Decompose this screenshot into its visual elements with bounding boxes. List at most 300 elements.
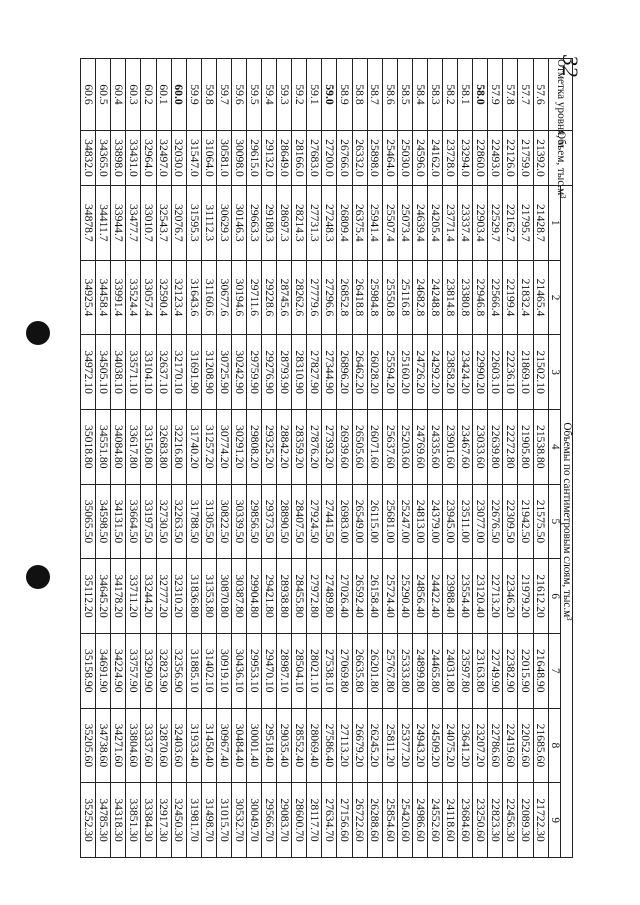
header-row-top xyxy=(560,59,572,858)
layer-cell: 25767.80 xyxy=(382,633,397,708)
layer-cell: 22713.20 xyxy=(488,559,503,634)
layer-cell: 33664.50 xyxy=(126,484,141,559)
layer-cell: 24205.4 xyxy=(427,186,442,261)
layer-cell: 31015.70 xyxy=(216,783,231,858)
layer-cell: 28021.10 xyxy=(307,633,322,708)
layer-cell: 22236.10 xyxy=(503,335,518,410)
layer-cell: 28214.3 xyxy=(292,186,307,261)
table-body xyxy=(81,59,549,858)
layer-cell: 21428.7 xyxy=(533,186,548,261)
layer-cell: 25811.20 xyxy=(382,708,397,783)
level-cell: 58.1 xyxy=(458,59,473,131)
layer-cell: 30291.20 xyxy=(231,409,246,484)
layer-cell: 23945.00 xyxy=(443,484,458,559)
layer-cell: 25724.40 xyxy=(382,559,397,634)
layer-cell: 33057.4 xyxy=(141,260,156,335)
layer-cell: 25507.4 xyxy=(382,186,397,261)
layer-cell: 34972.10 xyxy=(81,335,96,410)
layer-cell: 26245.20 xyxy=(367,708,382,783)
header-col-7: 7 xyxy=(548,633,560,708)
layer-cell: 25984.8 xyxy=(367,260,382,335)
layer-cell: 29373.50 xyxy=(262,484,277,559)
layer-cell: 26896.20 xyxy=(337,335,352,410)
table-row xyxy=(277,59,292,858)
layer-cell: 27296.6 xyxy=(322,260,337,335)
layer-cell: 22052.60 xyxy=(518,708,533,783)
layer-cell: 23597.80 xyxy=(458,633,473,708)
layer-cell: 34038.10 xyxy=(111,335,126,410)
layer-cell: 22639.80 xyxy=(488,409,503,484)
layer-cell: 25941.4 xyxy=(367,186,382,261)
table-row xyxy=(156,59,171,858)
layer-cell: 33851.30 xyxy=(126,783,141,858)
layer-cell: 24986.60 xyxy=(412,783,427,858)
layer-cell: 30967.40 xyxy=(216,708,231,783)
layer-cell: 23163.80 xyxy=(473,633,488,708)
layer-cell: 30870.80 xyxy=(216,559,231,634)
layer-cell: 31160.6 xyxy=(201,260,216,335)
table-row xyxy=(307,59,322,858)
layer-cell: 29228.6 xyxy=(262,260,277,335)
volume-cell: 25898.0 xyxy=(367,131,382,186)
layer-cell: 31305.50 xyxy=(201,484,216,559)
layer-cell: 34878.7 xyxy=(81,186,96,261)
layer-cell: 23337.4 xyxy=(458,186,473,261)
table-row xyxy=(427,59,442,858)
volume-cell: 32964.0 xyxy=(141,131,156,186)
punch-hole xyxy=(26,321,50,345)
layer-cell: 31353.80 xyxy=(201,559,216,634)
volume-cell: 32030.0 xyxy=(171,131,186,186)
layer-cell: 29953.10 xyxy=(247,633,262,708)
layer-cell: 21538.80 xyxy=(533,409,548,484)
layer-cell: 22749.90 xyxy=(488,633,503,708)
layer-cell: 29566.70 xyxy=(262,783,277,858)
layer-cell: 33010.7 xyxy=(141,186,156,261)
layer-cell: 22786.60 xyxy=(488,708,503,783)
header-col-9: 9 xyxy=(548,783,560,858)
layer-cell: 24509.20 xyxy=(427,708,442,783)
layer-cell: 21979.20 xyxy=(518,559,533,634)
layer-cell: 25681.00 xyxy=(382,484,397,559)
level-cell: 58.0 xyxy=(473,59,488,131)
layer-cell: 26505.60 xyxy=(352,409,367,484)
layer-cell: 29180.3 xyxy=(262,186,277,261)
layer-cell: 25160.20 xyxy=(397,335,412,410)
table-row xyxy=(81,59,96,858)
level-cell: 58.2 xyxy=(443,59,458,131)
layer-cell: 32263.50 xyxy=(171,484,186,559)
layer-cell: 34645.20 xyxy=(96,559,111,634)
volume-cell: 22860.0 xyxy=(473,131,488,186)
level-cell: 57.7 xyxy=(518,59,533,131)
table-row xyxy=(247,59,262,858)
table-row xyxy=(352,59,367,858)
layer-cell: 24552.60 xyxy=(427,783,442,858)
volume-cell: 23728.0 xyxy=(443,131,458,186)
volume-cell: 31064.0 xyxy=(201,131,216,186)
layer-cell: 32637.10 xyxy=(156,335,171,410)
layer-cell: 26462.20 xyxy=(352,335,367,410)
volume-cell: 25464.0 xyxy=(382,131,397,186)
table-row xyxy=(443,59,458,858)
layer-cell: 28890.50 xyxy=(277,484,292,559)
table-row xyxy=(201,59,216,858)
layer-cell: 22903.4 xyxy=(473,186,488,261)
layer-cell: 24813.00 xyxy=(412,484,427,559)
layer-cell: 26722.60 xyxy=(352,783,367,858)
layer-cell: 30822.50 xyxy=(216,484,231,559)
layer-cell: 26983.00 xyxy=(337,484,352,559)
layer-cell: 31402.10 xyxy=(201,633,216,708)
layer-cell: 27156.60 xyxy=(337,783,352,858)
volume-cell: 26332.0 xyxy=(352,131,367,186)
volume-cell: 28166.0 xyxy=(292,131,307,186)
table-row xyxy=(126,59,141,858)
level-cell: 60.0 xyxy=(171,59,186,131)
level-cell: 58.6 xyxy=(382,59,397,131)
layer-cell: 32683.80 xyxy=(156,409,171,484)
table-row xyxy=(322,59,337,858)
layer-cell: 32403.60 xyxy=(171,708,186,783)
layer-cell: 28745.6 xyxy=(277,260,292,335)
table-row xyxy=(518,59,533,858)
layer-cell: 34271.60 xyxy=(111,708,126,783)
layer-cell: 32310.20 xyxy=(171,559,186,634)
layer-cell: 22823.30 xyxy=(488,783,503,858)
layer-cell: 22566.4 xyxy=(488,260,503,335)
table-row xyxy=(367,59,382,858)
layer-cell: 31498.70 xyxy=(201,783,216,858)
layer-cell: 33617.80 xyxy=(126,409,141,484)
layer-cell: 23641.20 xyxy=(458,708,473,783)
header-col-1: 1 xyxy=(548,186,560,261)
layer-cell: 33384.30 xyxy=(141,783,156,858)
table-row xyxy=(216,59,231,858)
layer-cell: 22309.50 xyxy=(503,484,518,559)
layer-cell: 30919.10 xyxy=(216,633,231,708)
layer-cell: 26158.40 xyxy=(367,559,382,634)
layer-cell: 31788.50 xyxy=(186,484,201,559)
level-cell: 60.2 xyxy=(141,59,156,131)
layer-cell: 34925.4 xyxy=(81,260,96,335)
layer-cell: 27972.80 xyxy=(307,559,322,634)
layer-cell: 32590.4 xyxy=(156,260,171,335)
layer-cell: 21685.60 xyxy=(533,708,548,783)
level-cell: 58.3 xyxy=(427,59,442,131)
layer-cell: 35018.80 xyxy=(81,409,96,484)
layer-cell: 29276.90 xyxy=(262,335,277,410)
level-cell: 58.7 xyxy=(367,59,382,131)
layer-cell: 27731.3 xyxy=(307,186,322,261)
layer-cell: 33104.10 xyxy=(141,335,156,410)
level-cell: 57.8 xyxy=(503,59,518,131)
table-row xyxy=(488,59,503,858)
rotated-table-container xyxy=(80,58,573,858)
level-cell: 59.2 xyxy=(292,59,307,131)
layer-cell: 25333.80 xyxy=(397,633,412,708)
layer-cell: 23380.8 xyxy=(458,260,473,335)
level-cell: 59.3 xyxy=(277,59,292,131)
layer-cell: 35252.30 xyxy=(81,783,96,858)
layer-cell: 25594.20 xyxy=(382,335,397,410)
volume-cell: 34832.0 xyxy=(81,131,96,186)
table-row xyxy=(473,59,488,858)
level-cell: 58.8 xyxy=(352,59,367,131)
volume-cell: 29615.0 xyxy=(247,131,262,186)
layer-cell: 33757.90 xyxy=(126,633,141,708)
volume-cell: 31547.0 xyxy=(186,131,201,186)
volume-cell: 22493.0 xyxy=(488,131,503,186)
table-row xyxy=(171,59,186,858)
layer-cell: 33244.20 xyxy=(141,559,156,634)
layer-cell: 27248.3 xyxy=(322,186,337,261)
level-cell: 58.4 xyxy=(412,59,427,131)
layer-cell: 24379.00 xyxy=(427,484,442,559)
layer-cell: 22946.8 xyxy=(473,260,488,335)
layer-cell: 24422.40 xyxy=(427,559,442,634)
layer-cell: 22419.60 xyxy=(503,708,518,783)
layer-cell: 27779.6 xyxy=(307,260,322,335)
layer-cell: 22199.4 xyxy=(503,260,518,335)
layer-cell: 34785.30 xyxy=(96,783,111,858)
layer-cell: 28938.80 xyxy=(277,559,292,634)
volume-cell: 34365.0 xyxy=(96,131,111,186)
table-row xyxy=(141,59,156,858)
layer-cell: 30001.40 xyxy=(247,708,262,783)
layer-cell: 31885.10 xyxy=(186,633,201,708)
layer-cell: 28987.10 xyxy=(277,633,292,708)
layer-cell: 30774.20 xyxy=(216,409,231,484)
layer-cell: 21612.20 xyxy=(533,559,548,634)
layer-cell: 24248.8 xyxy=(427,260,442,335)
level-cell: 59.5 xyxy=(247,59,262,131)
layer-cell: 32356.90 xyxy=(171,633,186,708)
layer-cell: 28552.40 xyxy=(292,708,307,783)
header-col-2: 2 xyxy=(548,260,560,335)
layer-cell: 32216.80 xyxy=(171,409,186,484)
layer-cell: 27924.50 xyxy=(307,484,322,559)
layer-cell: 24639.4 xyxy=(412,186,427,261)
layer-cell: 27026.40 xyxy=(337,559,352,634)
level-cell: 58.5 xyxy=(397,59,412,131)
layer-cell: 23814.8 xyxy=(443,260,458,335)
volume-table xyxy=(80,58,573,858)
layer-cell: 22089.30 xyxy=(518,783,533,858)
layer-cell: 26288.60 xyxy=(367,783,382,858)
layer-cell: 27489.80 xyxy=(322,559,337,634)
volume-cell: 23294.0 xyxy=(458,131,473,186)
level-cell: 60.4 xyxy=(111,59,126,131)
layer-cell: 22382.90 xyxy=(503,633,518,708)
layer-cell: 31257.20 xyxy=(201,409,216,484)
layer-cell: 21465.4 xyxy=(533,260,548,335)
layer-cell: 25290.40 xyxy=(397,559,412,634)
volume-cell: 30098.0 xyxy=(231,131,246,186)
layer-cell: 33524.4 xyxy=(126,260,141,335)
level-cell: 59.0 xyxy=(322,59,337,131)
layer-cell: 23120.40 xyxy=(473,559,488,634)
layer-cell: 34458.4 xyxy=(96,260,111,335)
layer-cell: 29518.40 xyxy=(262,708,277,783)
layer-cell: 34224.90 xyxy=(111,633,126,708)
layer-cell: 33571.10 xyxy=(126,335,141,410)
layer-cell: 21832.4 xyxy=(518,260,533,335)
layer-cell: 31981.70 xyxy=(186,783,201,858)
layer-cell: 30677.6 xyxy=(216,260,231,335)
layer-cell: 21648.90 xyxy=(533,633,548,708)
level-cell: 59.1 xyxy=(307,59,322,131)
layer-cell: 28069.40 xyxy=(307,708,322,783)
layer-cell: 28504.10 xyxy=(292,633,307,708)
layer-cell: 33711.20 xyxy=(126,559,141,634)
layer-cell: 22676.50 xyxy=(488,484,503,559)
layer-cell: 31643.6 xyxy=(186,260,201,335)
layer-cell: 30532.70 xyxy=(231,783,246,858)
layer-cell: 29711.6 xyxy=(247,260,262,335)
layer-cell: 30339.50 xyxy=(231,484,246,559)
layer-cell: 26679.20 xyxy=(352,708,367,783)
volume-cell: 22126.0 xyxy=(503,131,518,186)
layer-cell: 24943.20 xyxy=(412,708,427,783)
layer-cell: 21795.7 xyxy=(518,186,533,261)
table-row xyxy=(337,59,352,858)
table-row xyxy=(503,59,518,858)
table-row xyxy=(231,59,246,858)
layer-cell: 28455.80 xyxy=(292,559,307,634)
table-row xyxy=(397,59,412,858)
layer-cell: 31112.3 xyxy=(201,186,216,261)
layer-cell: 25247.00 xyxy=(397,484,412,559)
layer-cell: 23988.40 xyxy=(443,559,458,634)
layer-cell: 32543.7 xyxy=(156,186,171,261)
layer-cell: 25854.60 xyxy=(382,783,397,858)
layer-cell: 26028.20 xyxy=(367,335,382,410)
layer-cell: 26071.60 xyxy=(367,409,382,484)
layer-cell: 34738.60 xyxy=(96,708,111,783)
layer-cell: 26115.00 xyxy=(367,484,382,559)
layer-cell: 22456.30 xyxy=(503,783,518,858)
layer-cell: 23077.00 xyxy=(473,484,488,559)
volume-cell: 28649.0 xyxy=(277,131,292,186)
layer-cell: 24769.60 xyxy=(412,409,427,484)
layer-cell: 28310.90 xyxy=(292,335,307,410)
layer-cell: 25203.60 xyxy=(397,409,412,484)
layer-cell: 22529.7 xyxy=(488,186,503,261)
header-layers: Объемы по сантиметровым слоям, тыс.м³ xyxy=(560,186,572,858)
layer-cell: 29759.90 xyxy=(247,335,262,410)
layer-cell: 33477.7 xyxy=(126,186,141,261)
layer-cell: 32450.30 xyxy=(171,783,186,858)
layer-cell: 28407.50 xyxy=(292,484,307,559)
layer-cell: 29808.20 xyxy=(247,409,262,484)
layer-cell: 27634.70 xyxy=(322,783,337,858)
layer-cell: 30242.90 xyxy=(231,335,246,410)
layer-cell: 27113.20 xyxy=(337,708,352,783)
volume-cell: 27683.0 xyxy=(307,131,322,186)
layer-cell: 23771.4 xyxy=(443,186,458,261)
layer-cell: 31836.80 xyxy=(186,559,201,634)
volume-cell: 27200.0 xyxy=(322,131,337,186)
page-number: 32 xyxy=(558,55,583,77)
layer-cell: 30387.80 xyxy=(231,559,246,634)
level-cell: 60.1 xyxy=(156,59,171,131)
layer-cell: 25116.8 xyxy=(397,260,412,335)
layer-cell: 31595.3 xyxy=(186,186,201,261)
layer-cell: 29421.80 xyxy=(262,559,277,634)
level-cell: 59.4 xyxy=(262,59,277,131)
layer-cell: 25550.8 xyxy=(382,260,397,335)
level-cell: 60.3 xyxy=(126,59,141,131)
layer-cell: 32917.30 xyxy=(156,783,171,858)
header-col-6: 6 xyxy=(548,559,560,634)
level-cell: 60.6 xyxy=(81,59,96,131)
table-row xyxy=(96,59,111,858)
layer-cell: 29083.70 xyxy=(277,783,292,858)
layer-cell: 32123.4 xyxy=(171,260,186,335)
layer-cell: 24899.80 xyxy=(412,633,427,708)
layer-cell: 35158.90 xyxy=(81,633,96,708)
layer-cell: 25637.60 xyxy=(382,409,397,484)
layer-cell: 24335.60 xyxy=(427,409,442,484)
layer-cell: 32823.90 xyxy=(156,633,171,708)
level-cell: 57.9 xyxy=(488,59,503,131)
layer-cell: 26635.80 xyxy=(352,633,367,708)
layer-cell: 30725.90 xyxy=(216,335,231,410)
layer-cell: 23858.20 xyxy=(443,335,458,410)
layer-cell: 29470.10 xyxy=(262,633,277,708)
layer-cell: 26418.8 xyxy=(352,260,367,335)
layer-cell: 28117.70 xyxy=(307,783,322,858)
table-row xyxy=(382,59,397,858)
volume-cell: 26766.0 xyxy=(337,131,352,186)
level-cell: 60.5 xyxy=(96,59,111,131)
layer-cell: 34318.30 xyxy=(111,783,126,858)
layer-cell: 22015.90 xyxy=(518,633,533,708)
layer-cell: 35112.20 xyxy=(81,559,96,634)
table-row xyxy=(262,59,277,858)
layer-cell: 28842.20 xyxy=(277,409,292,484)
layer-cell: 21575.50 xyxy=(533,484,548,559)
volume-cell: 21759.0 xyxy=(518,131,533,186)
layer-cell: 23033.60 xyxy=(473,409,488,484)
layer-cell: 27538.10 xyxy=(322,633,337,708)
layer-cell: 25073.4 xyxy=(397,186,412,261)
layer-cell: 34505.10 xyxy=(96,335,111,410)
layer-cell: 27586.40 xyxy=(322,708,337,783)
layer-cell: 31740.20 xyxy=(186,409,201,484)
layer-cell: 24465.80 xyxy=(427,633,442,708)
layer-cell: 27827.90 xyxy=(307,335,322,410)
layer-cell: 30629.3 xyxy=(216,186,231,261)
layer-cell: 22162.7 xyxy=(503,186,518,261)
layer-cell: 26375.4 xyxy=(352,186,367,261)
volume-cell: 30581.0 xyxy=(216,131,231,186)
layer-cell: 34411.7 xyxy=(96,186,111,261)
header-volume: Объем, тыс.м³ xyxy=(548,131,572,186)
header-col-8: 8 xyxy=(548,708,560,783)
header-level: Отметка уровня, м xyxy=(548,59,572,131)
layer-cell: 29035.40 xyxy=(277,708,292,783)
layer-cell: 24726.20 xyxy=(412,335,427,410)
layer-cell: 29904.80 xyxy=(247,559,262,634)
layer-cell: 23250.60 xyxy=(473,783,488,858)
layer-cell: 33804.60 xyxy=(126,708,141,783)
layer-cell: 26592.40 xyxy=(352,559,367,634)
layer-cell: 30436.10 xyxy=(231,633,246,708)
header-col-4: 4 xyxy=(548,409,560,484)
table-row xyxy=(186,59,201,858)
